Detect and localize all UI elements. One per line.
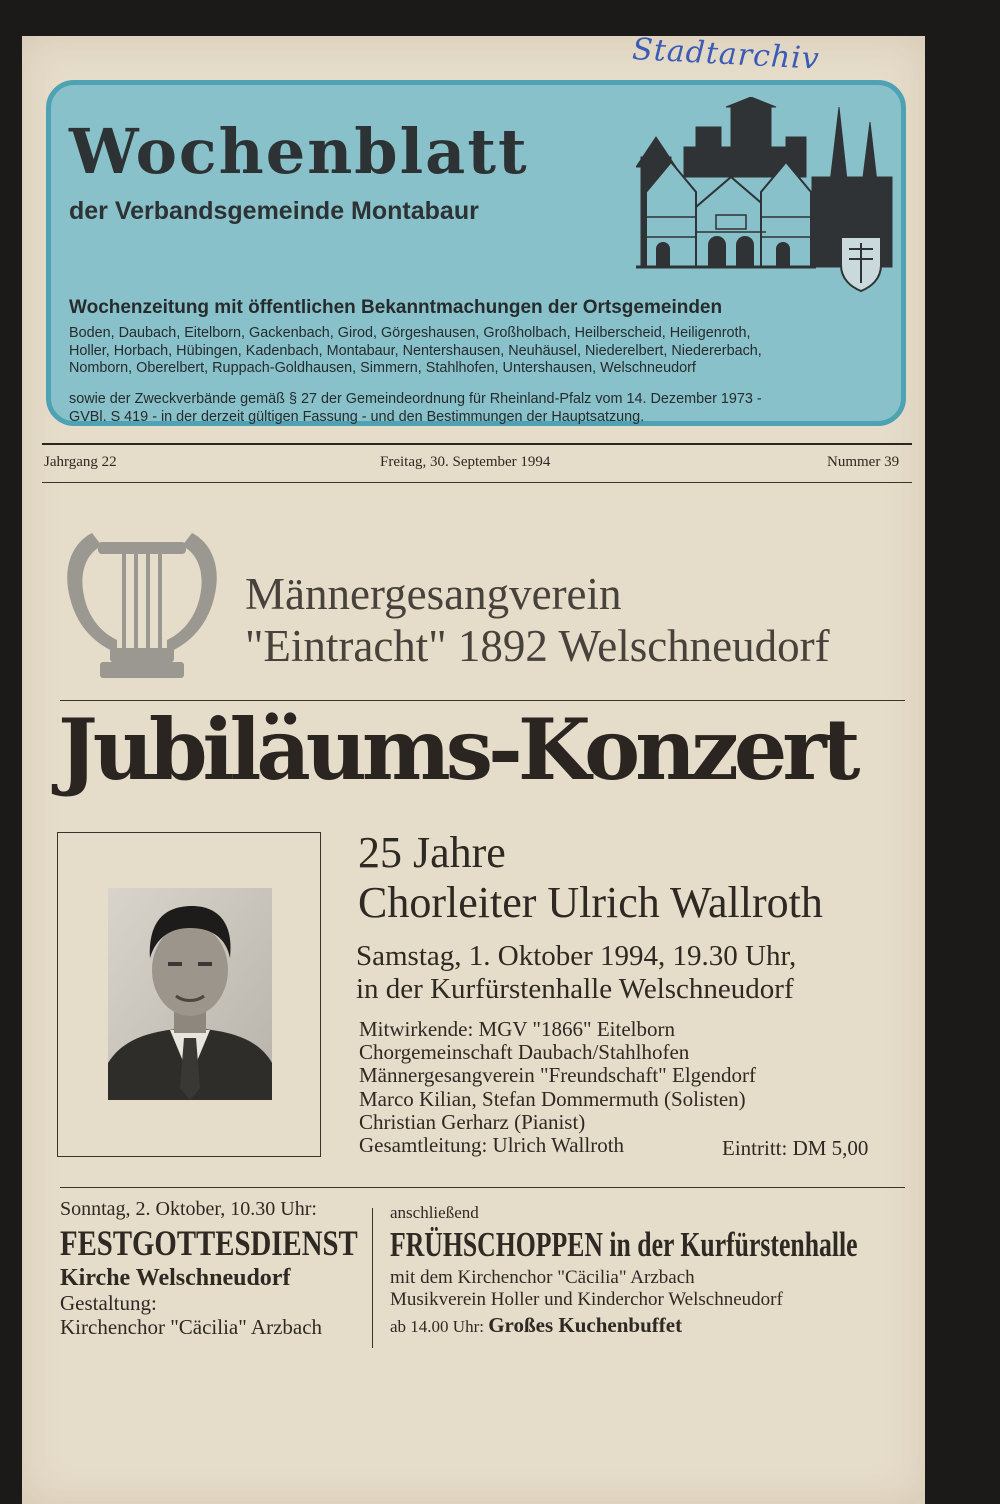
masthead — [46, 80, 906, 426]
issue-number: Nummer 39 — [827, 454, 900, 470]
concert-schedule — [356, 940, 906, 1006]
municipalities-list — [69, 325, 899, 378]
anniversary-line: Chorleiter Ulrich Wallroth — [358, 878, 823, 927]
organizer-line: Männergesangverein — [245, 569, 622, 619]
performer-line: Chorgemeinschaft Daubach/Stahlhofen — [359, 1040, 690, 1065]
municipalities-line: Holler, Horbach, Hübingen, Kadenbach, Montabaur, Nentershausen, Neuhäusel, Niederelbert, Niedererbach, — [69, 342, 762, 359]
portrait-frame — [57, 832, 321, 1157]
legal-notice — [69, 391, 899, 426]
organizer-name — [245, 568, 910, 672]
performer-line: Marco Kilian, Stefan Dommermuth (Solisten) — [359, 1086, 746, 1111]
concert-venue: in der Kurfürstenhalle Welschneudorf — [356, 973, 794, 1005]
newspaper-title: Wochenblatt — [69, 115, 529, 188]
anniversary-line: 25 Jahre — [358, 828, 506, 877]
legal-notice-line: GVBl. S 419 - in der derzeit gültigen Fassung - und den Bestimmungen der Hauptsatzung. — [69, 408, 645, 425]
fruehschoppen-line: mit dem Kirchenchor "Cäcilia" Arzbach — [390, 1267, 695, 1288]
service-design-label: Gestaltung: — [60, 1291, 157, 1315]
conductor-portrait — [108, 888, 272, 1100]
performer-line: Mitwirkende: MGV "1866" Eitelborn — [359, 1017, 675, 1041]
performer-line: Männergesangverein "Freundschaft" Elgendorf — [359, 1063, 756, 1088]
fruehschoppen-line: Musikverein Holler und Kinderchor Welschneudorf — [390, 1289, 783, 1310]
performer-line: Christian Gerharz (Pianist) — [359, 1109, 586, 1134]
lyre-icon — [62, 528, 222, 683]
handwritten-archive-note: Stadtarchiv — [631, 32, 821, 77]
issue-date: Freitag, 30. September 1994 — [380, 454, 551, 470]
dateline — [44, 454, 926, 474]
organizer-line: "Eintracht" 1892 Welschneudorf — [245, 621, 830, 671]
newspaper-subtitle: der Verbandsgemeinde Montabaur — [69, 197, 479, 225]
buffet-time: ab 14.00 Uhr: — [390, 1317, 484, 1336]
municipalities-line: Nomborn, Oberelbert, Ruppach-Goldhausen, Simmern, Stahlhofen, Untershausen, Welschneudorf — [69, 360, 696, 376]
fruehschoppen-title: FRÜHSCHOPPEN in der Kurfürstenhalle — [390, 1225, 858, 1264]
service-design-by: Kirchenchor "Cäcilia" Arzbach — [60, 1315, 323, 1339]
concert-datetime: Samstag, 1. Oktober 1994, 19.30 Uhr, — [356, 940, 797, 972]
service-title: FESTGOTTESDIENST — [60, 1223, 358, 1263]
performer-line: Gesamtleitung: Ulrich Wallroth — [359, 1133, 625, 1158]
service-date: Sonntag, 2. Oktober, 10.30 Uhr: — [60, 1198, 317, 1220]
legal-notice-line: sowie der Zweckverbände gemäß § 27 der Gemeindeordnung für Rheinland-Pfalz vom 14. Dezember 1973 - — [69, 391, 762, 407]
divider — [42, 482, 912, 483]
service-location: Kirche Welschneudorf — [60, 1265, 291, 1291]
concert-headline: Jubiläums-Konzert — [58, 700, 856, 799]
sunday-service-block — [60, 1197, 370, 1339]
admission-price: Eintritt: DM 5,00 — [722, 1136, 869, 1160]
divider — [42, 443, 912, 445]
after-intro: anschließend — [390, 1203, 479, 1222]
town-skyline-icon — [636, 97, 894, 297]
buffet-title: Großes Kuchenbuffet — [488, 1313, 683, 1337]
volume-label: Jahrgang 22 — [44, 454, 117, 470]
fruehschoppen-block — [390, 1203, 905, 1341]
municipalities-line: Boden, Daubach, Eitelborn, Gackenbach, Girod, Görgeshausen, Großholbach, Heilberscheid, Heiligenroth, — [69, 325, 751, 341]
column-divider — [372, 1208, 373, 1348]
buffet-line — [390, 1311, 905, 1341]
masthead-tagline: Wochenzeitung mit öffentlichen Bekanntmachungen der Ortsgemeinden — [69, 297, 723, 318]
divider — [60, 1187, 905, 1188]
anniversary-title — [358, 828, 908, 928]
